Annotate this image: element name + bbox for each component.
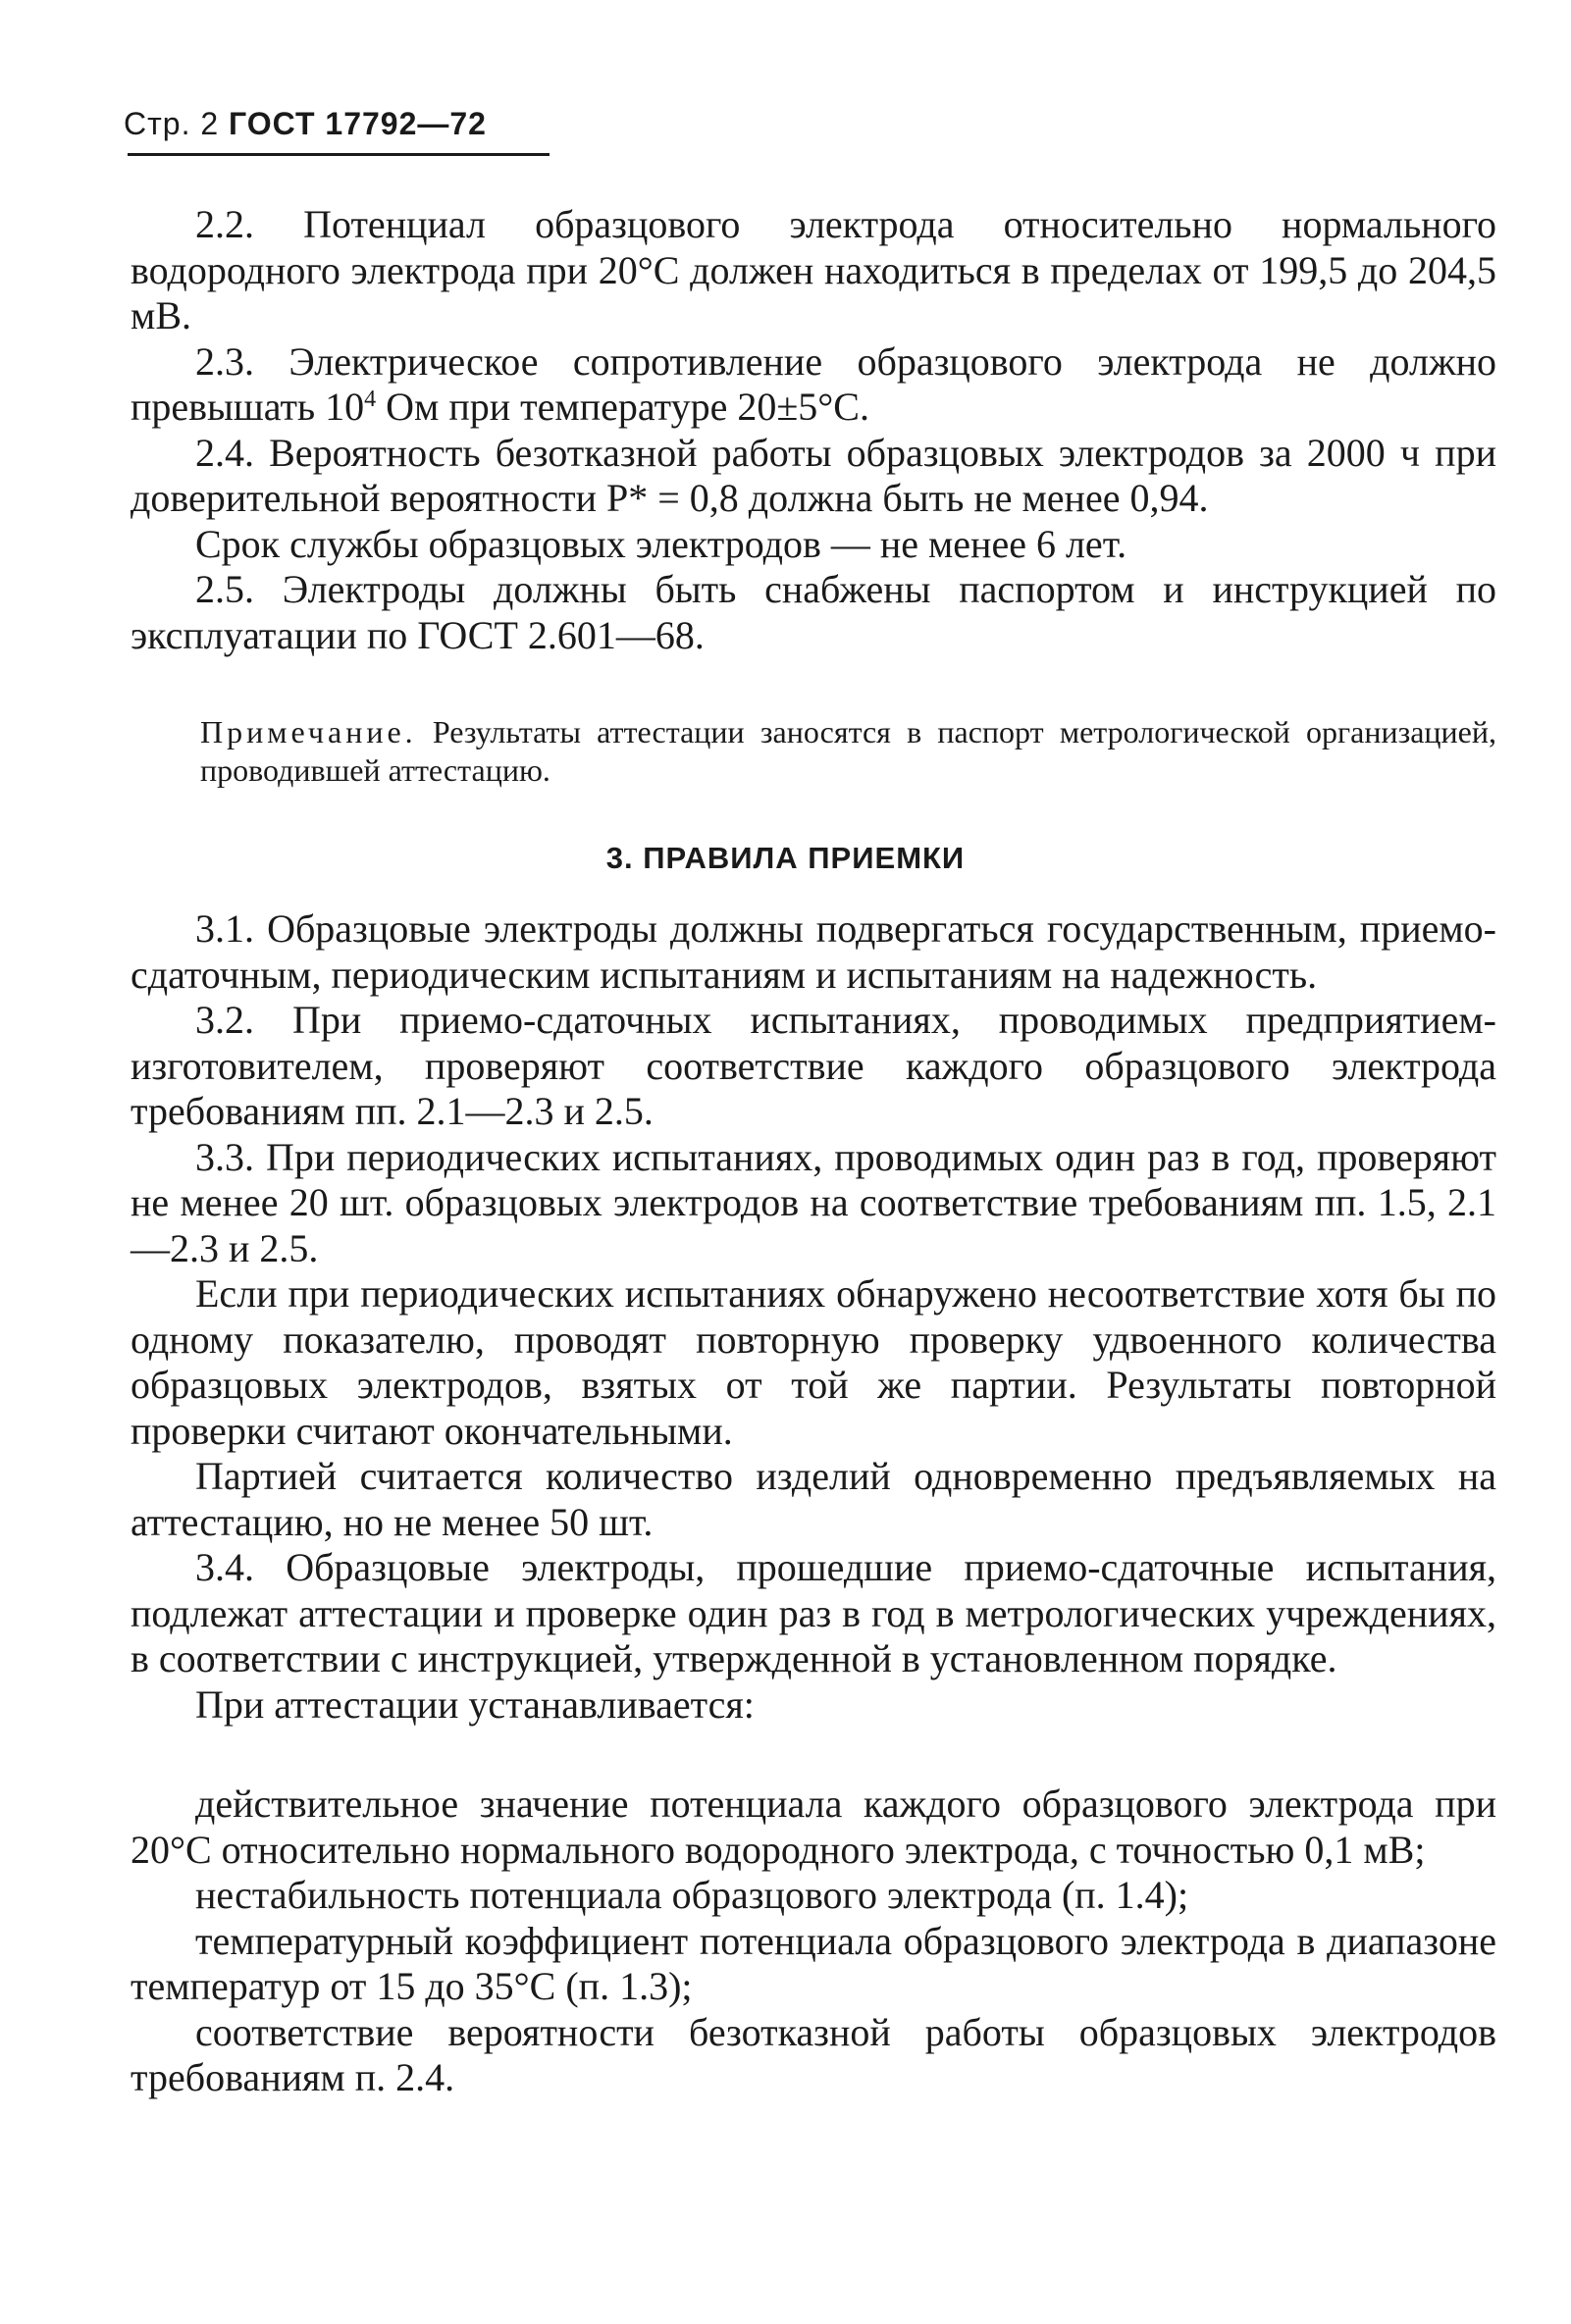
paragraph-repeat-check: Если при периодических испытаниях обнаружено несоответствие хотя бы по одному показателю, проводят повторную проверку удвоенного количества образцовых электродов, взятых от той же партии. Результаты повторной проверки считают окончательными.	[131, 1271, 1496, 1453]
paragraph-batch: Партией считается количество изделий одновременно предъявляемых на аттестацию, но не менее 50 шт.	[131, 1454, 1496, 1544]
paragraph-3-3: 3.3. При периодических испытаниях, проводимых один раз в год, проверяют не менее 20 шт. образцовых электродов на соответствие требованиям пп. 1.5, 2.1—2.3 и 2.5.	[131, 1134, 1496, 1270]
page-label: Стр. 2	[124, 106, 220, 141]
paragraph-2-3-text-b: Ом при температуре 20±5°С.	[376, 385, 869, 429]
note-text: Результаты аттестации заносятся в паспорт метрологической организацией, проводившей аттестацию.	[200, 714, 1496, 788]
section-3-title: 3. ПРАВИЛА ПРИЕМКИ	[605, 841, 966, 875]
paragraph-2-5: 2.5. Электроды должны быть снабжены паспортом и инструкцией по эксплуатации по ГОСТ 2.601—68.	[131, 567, 1496, 657]
paragraph-3-1: 3.1. Образцовые электроды должны подвергаться государственным, приемо-сдаточным, периодическим испытаниям и испытаниям на надежность.	[131, 906, 1496, 997]
paragraph-3-4: 3.4. Образцовые электроды, прошедшие приемо-сдаточные испытания, подлежат аттестации и проверке один раз в год в метрологических учреждениях, в соответствии с инструкцией, утвержденной в установленном порядке.	[131, 1545, 1496, 1680]
page-header	[124, 106, 487, 142]
list-item: нестабильность потенциала образцового электрода (п. 1.4);	[195, 1873, 1189, 1917]
section-2-continued	[131, 202, 1496, 658]
standard-number: ГОСТ 17792—72	[229, 106, 487, 141]
paragraph-service-life: Срок службы образцовых электродов — не менее 6 лет.	[195, 521, 1127, 566]
note-label: Примечание.	[200, 714, 417, 749]
list-item: действительное значение потенциала каждого образцового электрода при 20°С относительно нормального водородного электрода, с точностью 0,1 мВ;	[131, 1782, 1496, 1872]
paragraph-2-3	[131, 339, 1496, 431]
list-item: температурный коэффициент потенциала образцового электрода в диапазоне температур от 15 до 35°С (п. 1.3);	[131, 1918, 1496, 2008]
paragraph-2-3-text-a: 2.3. Электрическое сопротивление образцового электрода не должно превышать 10	[131, 338, 1496, 429]
note	[200, 713, 1496, 790]
paragraph-2-2: 2.2. Потенциал образцового электрода относительно нормального водородного электрода при 20°С должен находиться в пределах от 199,5 до 204,5 мВ.	[131, 202, 1496, 337]
header-rule	[128, 153, 550, 156]
paragraph-attestation-intro: При аттестации устанавливается:	[195, 1681, 755, 1727]
exponent: 4	[364, 387, 377, 412]
paragraph-2-4: 2.4. Вероятность безотказной работы образцовых электродов за 2000 ч при доверительной вероятности Р* = 0,8 должна быть не менее 0,94.	[131, 430, 1496, 520]
paragraph-3-2: 3.2. При приемо-сдаточных испытаниях, проводимых предприятием-изготовителем, проверяют соответствие каждого образцового электрода требованиям пп. 2.1—2.3 и 2.5.	[131, 998, 1496, 1133]
attestation-list	[131, 1782, 1496, 2101]
section-3-body	[131, 906, 1496, 1728]
list-item: соответствие вероятности безотказной работы образцовых электродов требованиям п. 2.4.	[131, 2009, 1496, 2099]
